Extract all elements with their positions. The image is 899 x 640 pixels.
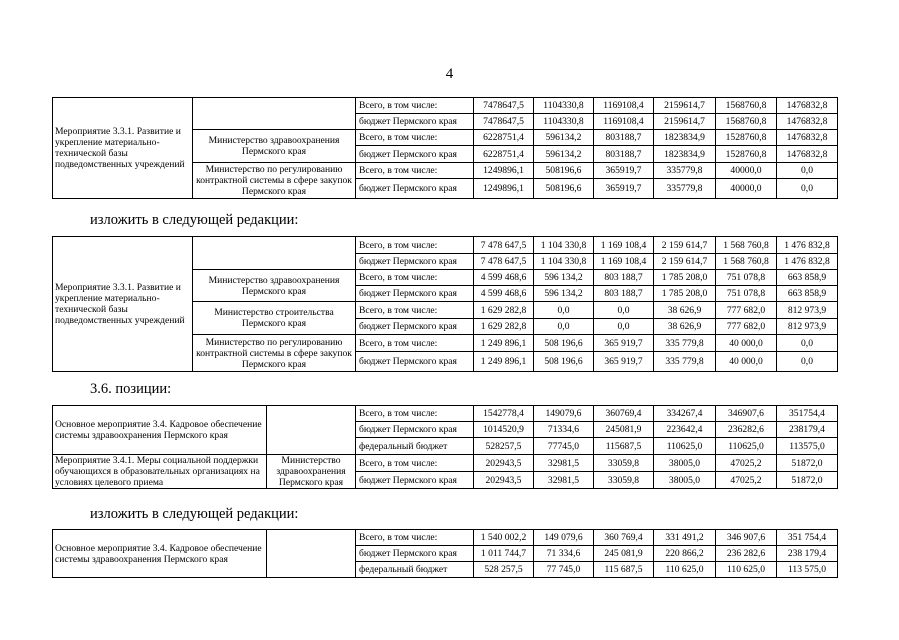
value-cell: 812 973,9 — [777, 319, 838, 335]
value-cell: 346907,6 — [716, 406, 777, 422]
value-cell: 0,0 — [594, 319, 654, 335]
value-cell: 335779,8 — [654, 179, 716, 199]
value-cell: 0,0 — [777, 352, 838, 372]
value-cell: 149 079,6 — [534, 530, 594, 546]
value-cell: 346 907,6 — [716, 530, 777, 546]
value-cell: 1476832,8 — [777, 146, 838, 163]
value-cell: 508 196,6 — [534, 335, 594, 352]
value-cell: 223642,4 — [654, 422, 716, 438]
finance-type-cell: бюджет Пермского края — [356, 254, 474, 270]
page-number: 4 — [445, 66, 454, 82]
value-cell: 32981,5 — [534, 455, 594, 472]
table-original-3-3-1 — [52, 97, 838, 199]
value-cell: 596134,2 — [534, 130, 594, 146]
value-cell: 33059,8 — [594, 472, 654, 489]
value-cell: 663 858,9 — [777, 286, 838, 302]
value-cell: 115687,5 — [594, 438, 654, 455]
value-cell: 596 134,2 — [534, 286, 594, 302]
heading-new-edition-2: изложить в следующей редакции: — [90, 506, 299, 522]
value-cell: 51872,0 — [777, 472, 838, 489]
value-cell: 40 000,0 — [716, 352, 777, 372]
value-cell: 2 159 614,7 — [654, 254, 716, 270]
value-cell: 202943,5 — [474, 472, 534, 489]
value-cell: 238179,4 — [777, 422, 838, 438]
value-cell: 47025,2 — [716, 455, 777, 472]
finance-type-cell: федеральный бюджет — [356, 562, 474, 578]
finance-type-cell: бюджет Пермского края — [356, 472, 474, 489]
finance-type-cell: Всего, в том числе: — [356, 270, 474, 286]
org-cell: Министерство здравоохранения Пермского края — [193, 270, 356, 302]
org-cell: Министерство по регулированию контрактной системы в сфере закупок Пермского края — [193, 163, 356, 199]
value-cell: 77745,0 — [534, 438, 594, 455]
value-cell: 508 196,6 — [534, 352, 594, 372]
value-cell: 0,0 — [777, 179, 838, 199]
value-cell: 4 599 468,6 — [474, 270, 534, 286]
value-cell: 335 779,8 — [654, 352, 716, 372]
value-cell: 365919,7 — [594, 179, 654, 199]
org-cell: Министерство по регулированию контрактной системы в сфере закупок Пермского края — [193, 335, 356, 372]
table-new-3-3-1 — [52, 236, 838, 372]
value-cell: 777 682,0 — [716, 319, 777, 335]
finance-type-cell: Всего, в том числе: — [356, 406, 474, 422]
value-cell: 1169108,4 — [594, 98, 654, 114]
value-cell: 1 629 282,8 — [474, 302, 534, 319]
value-cell: 1104330,8 — [534, 114, 594, 130]
value-cell: 40000,0 — [716, 163, 777, 179]
finance-type-cell: Всего, в том числе: — [356, 130, 474, 146]
value-cell: 51872,0 — [777, 455, 838, 472]
value-cell: 596134,2 — [534, 146, 594, 163]
org-cell-empty — [193, 237, 356, 270]
value-cell: 1476832,8 — [777, 98, 838, 114]
finance-type-cell: Всего, в том числе: — [356, 335, 474, 352]
finance-type-cell: федеральный бюджет — [356, 438, 474, 455]
value-cell: 38005,0 — [654, 455, 716, 472]
value-cell: 528 257,5 — [474, 562, 534, 578]
value-cell: 0,0 — [777, 163, 838, 179]
value-cell: 0,0 — [534, 319, 594, 335]
value-cell: 32981,5 — [534, 472, 594, 489]
value-cell: 7 478 647,5 — [474, 237, 534, 254]
value-cell: 803 188,7 — [594, 286, 654, 302]
value-cell: 38 626,9 — [654, 302, 716, 319]
value-cell: 47025,2 — [716, 472, 777, 489]
value-cell: 38005,0 — [654, 472, 716, 489]
value-cell: 2 159 614,7 — [654, 237, 716, 254]
value-cell: 334267,4 — [654, 406, 716, 422]
finance-type-cell: бюджет Пермского края — [356, 319, 474, 335]
org-cell-empty — [267, 530, 356, 578]
value-cell: 6228751,4 — [474, 130, 534, 146]
measure-cell: Мероприятие 3.3.1. Развитие и укрепление материально-технической базы подведомственных учреждений — [53, 98, 193, 199]
org-cell: Министерство здравоохранения Пермского края — [193, 130, 356, 163]
table-row — [53, 98, 838, 114]
table-row — [53, 237, 838, 254]
value-cell: 236282,6 — [716, 422, 777, 438]
value-cell: 1823834,9 — [654, 146, 716, 163]
value-cell: 1 249 896,1 — [474, 352, 534, 372]
finance-type-cell: бюджет Пермского края — [356, 352, 474, 372]
finance-type-cell: Всего, в том числе: — [356, 302, 474, 319]
value-cell: 663 858,9 — [777, 270, 838, 286]
measure-cell: Мероприятие 3.3.1. Развитие и укрепление материально-технической базы подведомственных учреждений — [53, 237, 193, 372]
value-cell: 40 000,0 — [716, 335, 777, 352]
value-cell: 115 687,5 — [594, 562, 654, 578]
org-cell-empty — [267, 406, 356, 455]
finance-type-cell: бюджет Пермского края — [356, 286, 474, 302]
value-cell: 77 745,0 — [534, 562, 594, 578]
value-cell: 1823834,9 — [654, 130, 716, 146]
heading-new-edition-1: изложить в следующей редакции: — [90, 212, 299, 228]
org-cell: Министерство здравоохранения Пермского края — [267, 455, 356, 489]
measure-cell: Основное мероприятие 3.4. Кадровое обеспечение системы здравоохранения Пермского края — [53, 406, 267, 455]
value-cell: 2159614,7 — [654, 98, 716, 114]
finance-type-cell: Всего, в том числе: — [356, 98, 474, 114]
value-cell: 751 078,8 — [716, 286, 777, 302]
table-original-3-4 — [52, 405, 838, 489]
value-cell: 1014520,9 — [474, 422, 534, 438]
finance-type-cell: бюджет Пермского края — [356, 179, 474, 199]
value-cell: 508196,6 — [534, 179, 594, 199]
value-cell: 113575,0 — [777, 438, 838, 455]
table-new-3-4 — [52, 529, 838, 578]
value-cell: 110 625,0 — [716, 562, 777, 578]
value-cell: 1 785 208,0 — [654, 270, 716, 286]
value-cell: 236 282,6 — [716, 546, 777, 562]
value-cell: 1 568 760,8 — [716, 237, 777, 254]
org-cell-empty — [193, 98, 356, 130]
value-cell: 1 169 108,4 — [594, 237, 654, 254]
value-cell: 110625,0 — [654, 438, 716, 455]
value-cell: 6228751,4 — [474, 146, 534, 163]
value-cell: 351754,4 — [777, 406, 838, 422]
table-row — [53, 455, 838, 472]
value-cell: 1568760,8 — [716, 98, 777, 114]
value-cell: 33059,8 — [594, 455, 654, 472]
value-cell: 1476832,8 — [777, 130, 838, 146]
value-cell: 596 134,2 — [534, 270, 594, 286]
value-cell: 777 682,0 — [716, 302, 777, 319]
value-cell: 110625,0 — [716, 438, 777, 455]
value-cell: 1528760,8 — [716, 146, 777, 163]
value-cell: 812 973,9 — [777, 302, 838, 319]
value-cell: 508196,6 — [534, 163, 594, 179]
table-row — [53, 406, 838, 422]
finance-type-cell: Всего, в том числе: — [356, 530, 474, 546]
value-cell: 238 179,4 — [777, 546, 838, 562]
value-cell: 7478647,5 — [474, 98, 534, 114]
finance-type-cell: Всего, в том числе: — [356, 237, 474, 254]
value-cell: 71334,6 — [534, 422, 594, 438]
value-cell: 335779,8 — [654, 163, 716, 179]
finance-type-cell: бюджет Пермского края — [356, 422, 474, 438]
value-cell: 360769,4 — [594, 406, 654, 422]
value-cell: 365 919,7 — [594, 335, 654, 352]
heading-positions-3-6: 3.6. позиции: — [90, 381, 172, 397]
org-cell: Министерство строительства Пермского края — [193, 302, 356, 335]
value-cell: 331 491,2 — [654, 530, 716, 546]
measure-cell: Мероприятие 3.4.1. Меры социальной поддержки обучающихся в образовательных организациях на условиях целевого приема — [53, 455, 267, 489]
value-cell: 113 575,0 — [777, 562, 838, 578]
value-cell: 1169108,4 — [594, 114, 654, 130]
finance-type-cell: Всего, в том числе: — [356, 163, 474, 179]
value-cell: 0,0 — [777, 335, 838, 352]
value-cell: 528257,5 — [474, 438, 534, 455]
value-cell: 1249896,1 — [474, 163, 534, 179]
value-cell: 0,0 — [594, 302, 654, 319]
value-cell: 1568760,8 — [716, 114, 777, 130]
value-cell: 1 169 108,4 — [594, 254, 654, 270]
value-cell: 1 476 832,8 — [777, 237, 838, 254]
value-cell: 40000,0 — [716, 179, 777, 199]
finance-type-cell: бюджет Пермского края — [356, 114, 474, 130]
value-cell: 2159614,7 — [654, 114, 716, 130]
value-cell: 1 476 832,8 — [777, 254, 838, 270]
value-cell: 7 478 647,5 — [474, 254, 534, 270]
finance-type-cell: бюджет Пермского края — [356, 546, 474, 562]
value-cell: 360 769,4 — [594, 530, 654, 546]
value-cell: 365 919,7 — [594, 352, 654, 372]
value-cell: 803188,7 — [594, 146, 654, 163]
value-cell: 4 599 468,6 — [474, 286, 534, 302]
value-cell: 1 104 330,8 — [534, 254, 594, 270]
value-cell: 803188,7 — [594, 130, 654, 146]
value-cell: 1542778,4 — [474, 406, 534, 422]
value-cell: 803 188,7 — [594, 270, 654, 286]
value-cell: 245 081,9 — [594, 546, 654, 562]
value-cell: 335 779,8 — [654, 335, 716, 352]
value-cell: 7478647,5 — [474, 114, 534, 130]
value-cell: 149079,6 — [534, 406, 594, 422]
value-cell: 751 078,8 — [716, 270, 777, 286]
value-cell: 1528760,8 — [716, 130, 777, 146]
value-cell: 220 866,2 — [654, 546, 716, 562]
value-cell: 245081,9 — [594, 422, 654, 438]
value-cell: 1 104 330,8 — [534, 237, 594, 254]
value-cell: 1249896,1 — [474, 179, 534, 199]
finance-type-cell: бюджет Пермского края — [356, 146, 474, 163]
measure-cell: Основное мероприятие 3.4. Кадровое обеспечение системы здравоохранения Пермского края — [53, 530, 267, 578]
value-cell: 1104330,8 — [534, 98, 594, 114]
value-cell: 1 629 282,8 — [474, 319, 534, 335]
value-cell: 1 785 208,0 — [654, 286, 716, 302]
value-cell: 1 249 896,1 — [474, 335, 534, 352]
value-cell: 38 626,9 — [654, 319, 716, 335]
table-row — [53, 530, 838, 546]
value-cell: 1 568 760,8 — [716, 254, 777, 270]
value-cell: 202943,5 — [474, 455, 534, 472]
value-cell: 71 334,6 — [534, 546, 594, 562]
value-cell: 1 011 744,7 — [474, 546, 534, 562]
value-cell: 1476832,8 — [777, 114, 838, 130]
value-cell: 0,0 — [534, 302, 594, 319]
finance-type-cell: Всего, в том числе: — [356, 455, 474, 472]
value-cell: 1 540 002,2 — [474, 530, 534, 546]
value-cell: 351 754,4 — [777, 530, 838, 546]
value-cell: 110 625,0 — [654, 562, 716, 578]
value-cell: 365919,7 — [594, 163, 654, 179]
